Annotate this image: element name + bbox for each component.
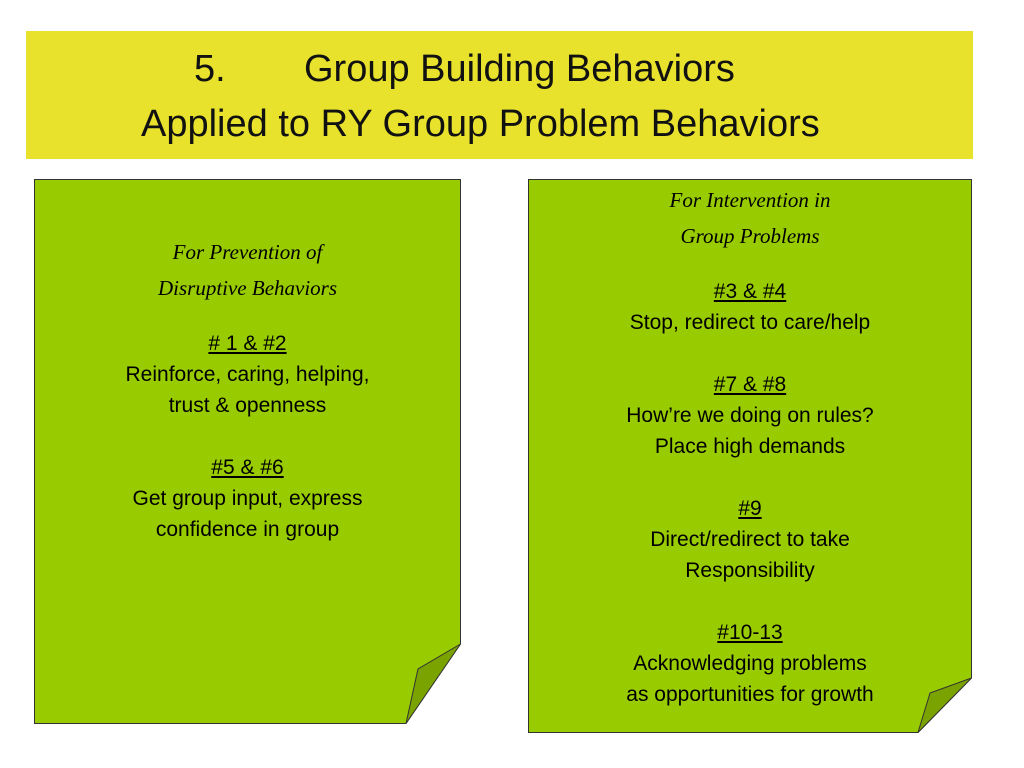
item-text: as opportunities for growth (626, 683, 874, 706)
intervention-note-content (528, 182, 972, 710)
item-text: Stop, redirect to care/help (629, 311, 871, 334)
item-number: #10-13 (717, 621, 783, 644)
title-line-1 (194, 47, 735, 91)
title-text-1: Group Building Behaviors (304, 48, 735, 90)
item-number: #7 & #8 (713, 373, 787, 396)
intervention-note (528, 179, 972, 733)
title-number: 5. (194, 48, 226, 90)
item-text: Direct/redirect to take (650, 528, 850, 551)
item-text: Place high demands (654, 435, 846, 458)
item-number: #5 & #6 (211, 456, 284, 479)
item-text: trust & openness (168, 394, 327, 417)
item-number: # 1 & #2 (208, 332, 287, 355)
title-banner (26, 31, 973, 159)
prevention-note-content (34, 234, 461, 545)
item-number: #9 (738, 497, 762, 520)
note-heading-line: Group Problems (680, 224, 820, 248)
item-number: #3 & #4 (713, 280, 787, 303)
item-text: Responsibility (685, 559, 815, 582)
item-text: Get group input, express (132, 487, 363, 510)
note-heading-line: For Prevention of (172, 240, 323, 264)
item-text: confidence in group (155, 518, 340, 541)
item-text: Acknowledging problems (633, 652, 867, 675)
item-text: Reinforce, caring, helping, (125, 363, 370, 386)
note-heading-line: For Intervention in (669, 188, 831, 212)
note-heading-line: Disruptive Behaviors (157, 276, 338, 300)
item-text: How’re we doing on rules? (626, 404, 874, 427)
title-line-2: Applied to RY Group Problem Behaviors (141, 103, 820, 145)
prevention-note (34, 179, 461, 724)
